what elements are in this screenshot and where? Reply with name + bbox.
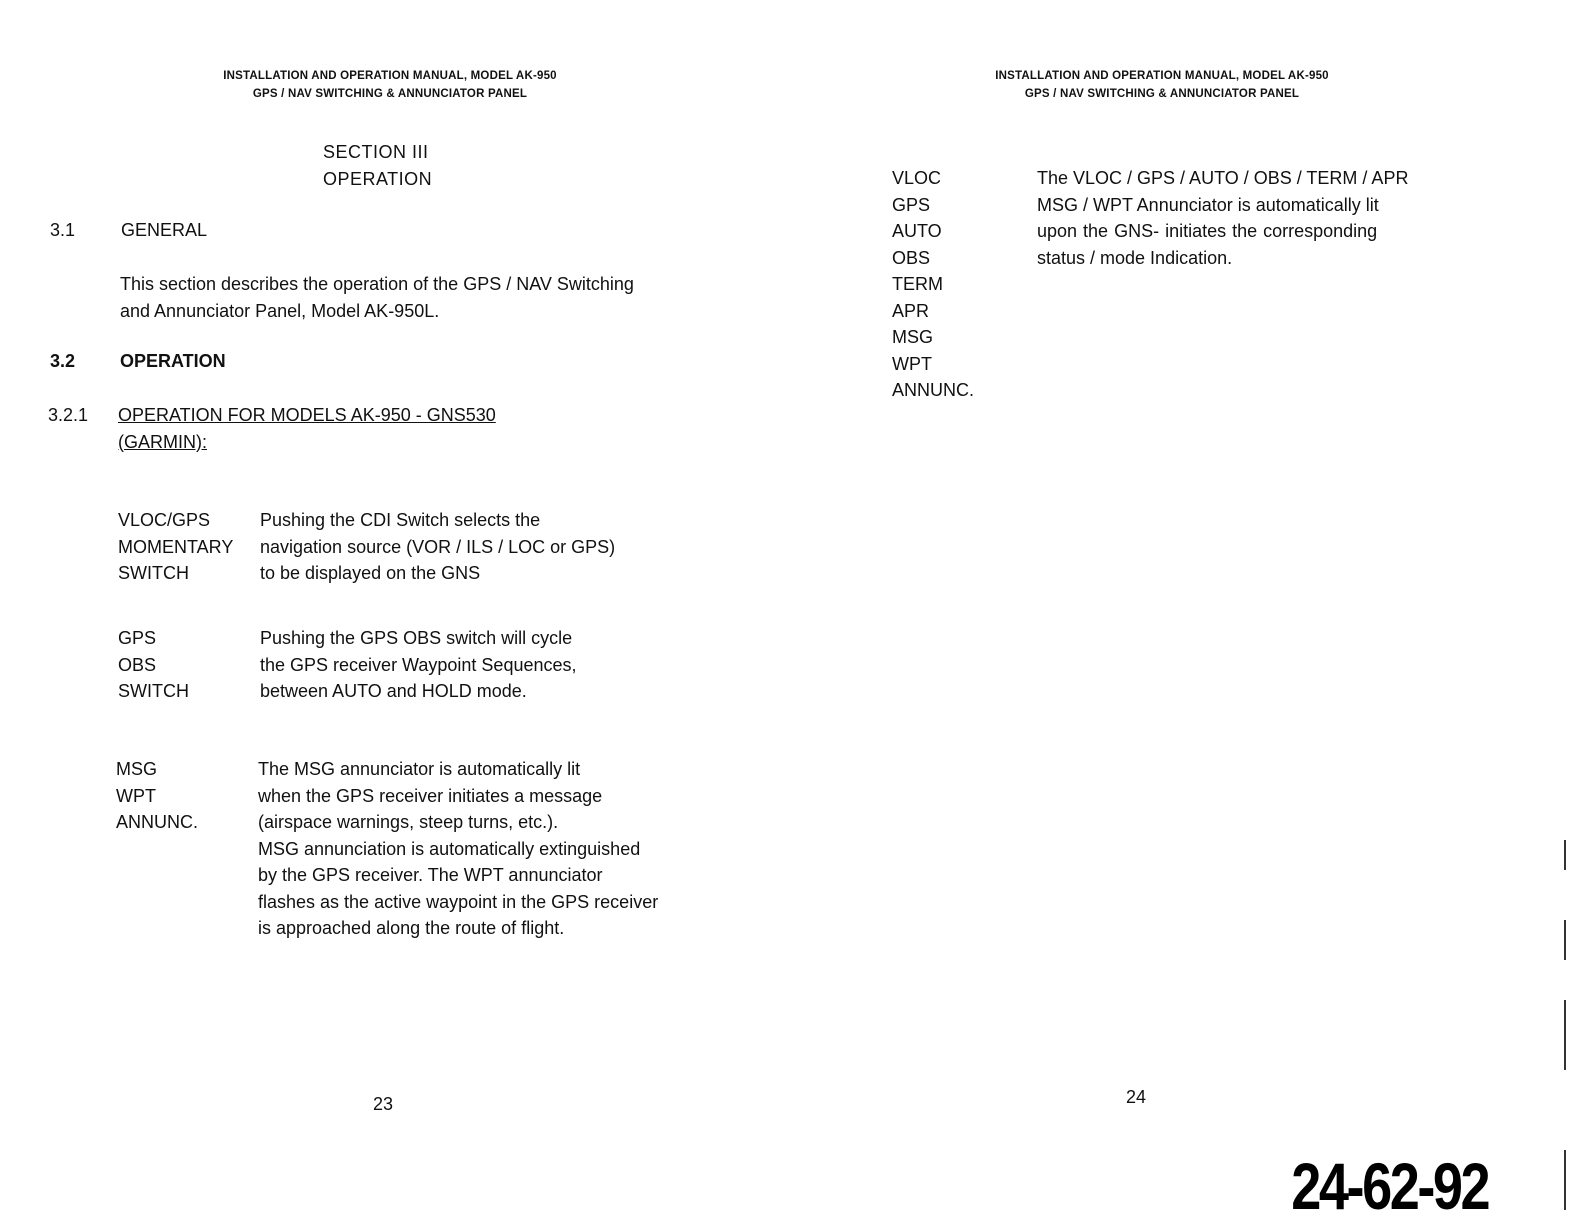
item-label [118, 625, 189, 705]
running-header [922, 67, 1402, 103]
subsection-heading [118, 402, 638, 455]
desc-line: MSG annunciation is automatically extinguished [258, 838, 641, 859]
desc-line: the GPS receiver Waypoint Sequences, [260, 654, 577, 675]
label-line: ANNUNC. [116, 812, 199, 832]
header-line-2: GPS / NAV SWITCHING & ANNUNCIATOR PANEL [1024, 88, 1300, 100]
header-line-1: INSTALLATION AND OPERATION MANUAL, MODEL AK-950 [223, 70, 557, 82]
annunciator-label: ANNUNC. [892, 380, 975, 400]
desc-line: status / mode Indication. [1037, 247, 1233, 268]
annunciator-description [1037, 165, 1477, 271]
label-line: GPS [118, 628, 157, 648]
label-line: MOMENTARY [118, 536, 234, 557]
section-heading: OPERATION [120, 351, 226, 371]
section-name: OPERATION [323, 168, 433, 189]
right-page [792, 0, 1584, 1224]
label-line: WPT [116, 785, 156, 806]
label-line: VLOC/GPS [118, 510, 211, 530]
section-body [120, 271, 760, 324]
item-label [118, 507, 233, 587]
item-description [260, 625, 720, 705]
annunciator-label: TERM [892, 274, 943, 294]
annunciator-label: GPS [892, 194, 931, 215]
page-number: 23 [373, 1094, 394, 1114]
document-stamp: 24-62-92 [1291, 1149, 1488, 1223]
desc-line: MSG / WPT Annunciator is automatically lit [1037, 194, 1379, 215]
header-line-1: INSTALLATION AND OPERATION MANUAL, MODEL AK-950 [995, 70, 1329, 82]
desc-line: between AUTO and HOLD mode. [260, 681, 527, 701]
section-label: SECTION III [323, 142, 429, 162]
desc-line: is approached along the route of flight. [258, 918, 565, 938]
section-number: 3.1 [50, 220, 76, 240]
heading-line: OPERATION FOR MODELS AK-950 - GNS530 [118, 405, 496, 425]
scan-mark [1564, 920, 1566, 960]
desc-line: upon the GNS- initiates the corresponding [1037, 221, 1378, 241]
annunciator-label: VLOC [892, 168, 942, 188]
scan-mark [1564, 1000, 1566, 1070]
desc-line: to be displayed on the GNS [260, 563, 481, 583]
section-number: 3.2 [50, 351, 76, 371]
annunciator-label: WPT [892, 353, 932, 374]
annunciator-label: OBS [892, 247, 931, 268]
scan-mark [1564, 840, 1566, 870]
annunciator-label: APR [892, 300, 930, 321]
header-line-2: GPS / NAV SWITCHING & ANNUNCIATOR PANEL [252, 88, 528, 100]
desc-line: by the GPS receiver. The WPT annunciator [258, 865, 603, 885]
desc-line: (airspace warnings, steep turns, etc.). [258, 812, 559, 832]
desc-line: Pushing the CDI Switch selects the [260, 510, 541, 530]
desc-line: flashes as the active waypoint in the GPS receiver [258, 891, 659, 912]
annunciator-label: MSG [892, 327, 934, 347]
section-title [323, 139, 432, 192]
desc-line: The MSG annunciator is automatically lit [258, 759, 581, 779]
body-line: This section describes the operation of the GPS / NAV Switching [120, 274, 634, 294]
running-header [150, 67, 630, 103]
annunciator-label: AUTO [892, 221, 942, 241]
desc-line: Pushing the GPS OBS switch will cycle [260, 628, 573, 648]
item-description [260, 507, 720, 587]
label-line: SWITCH [118, 681, 189, 701]
section-heading: GENERAL [121, 220, 208, 240]
scan-mark [1564, 1150, 1566, 1210]
heading-line: (GARMIN): [118, 431, 207, 452]
label-line: OBS [118, 654, 157, 675]
label-line: SWITCH [118, 563, 189, 583]
label-line: MSG [116, 759, 158, 779]
desc-line: The VLOC / GPS / AUTO / OBS / TERM / APR [1037, 168, 1409, 188]
annunciator-labels [892, 165, 974, 404]
page-number: 24 [1126, 1087, 1147, 1107]
desc-line: navigation source (VOR / ILS / LOC or GPS) [260, 536, 616, 557]
section-number: 3.2.1 [48, 405, 89, 425]
body-line: and Annunciator Panel, Model AK-950L. [120, 300, 440, 321]
item-label [116, 756, 198, 836]
item-description [258, 756, 718, 942]
desc-line: when the GPS receiver initiates a message [258, 785, 603, 806]
